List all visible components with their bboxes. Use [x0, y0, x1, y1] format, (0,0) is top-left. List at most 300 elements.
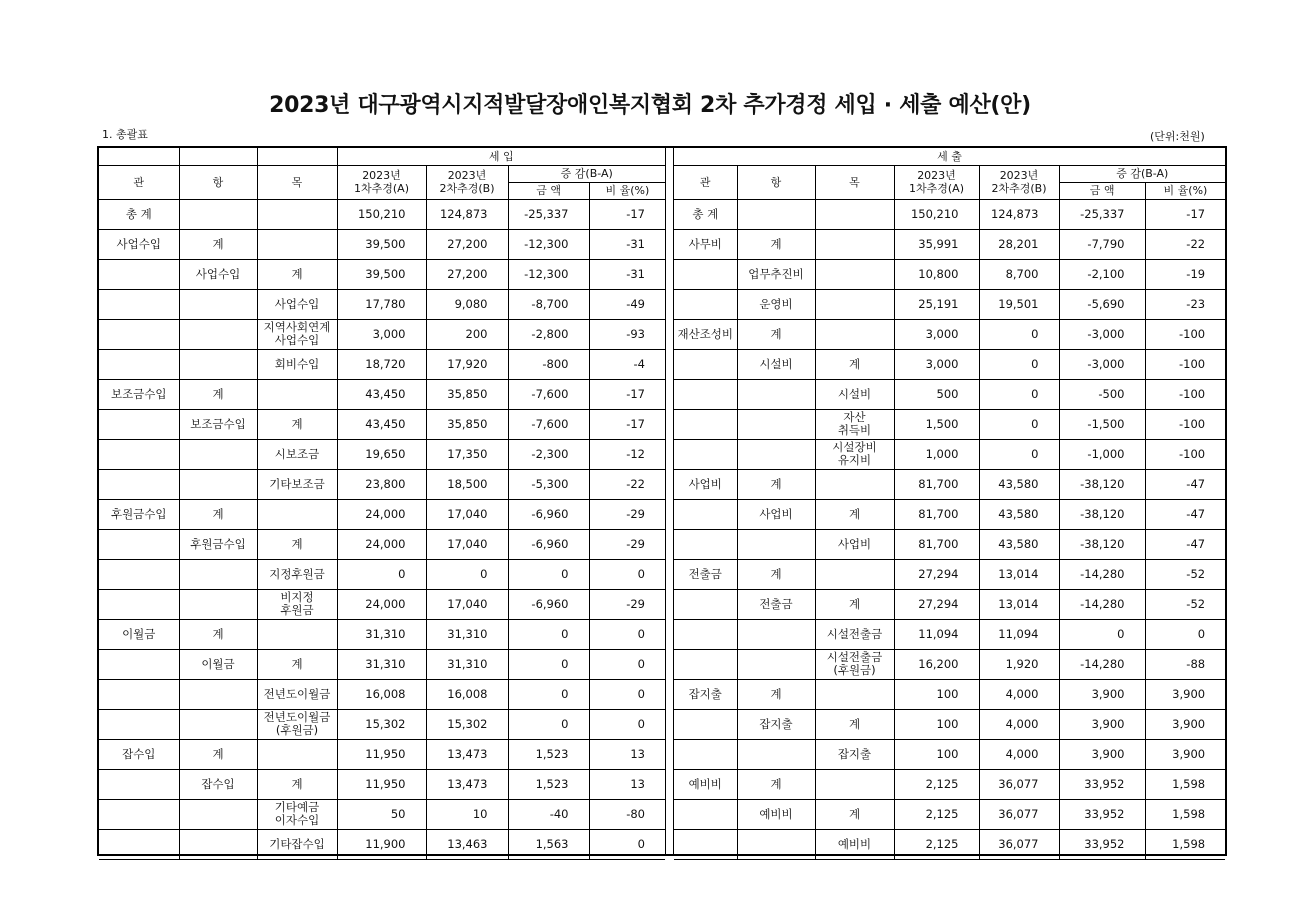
- table-row: [674, 559, 1225, 589]
- row-d: 0: [508, 679, 589, 709]
- row-mok: [257, 199, 337, 229]
- row-gwan: [99, 649, 179, 679]
- row-d: -14,280: [1059, 559, 1145, 589]
- row-gwan: [674, 709, 737, 739]
- row-a: 2,125: [894, 829, 979, 859]
- row-b: 36,077: [979, 799, 1059, 829]
- row-r: 0: [1145, 619, 1225, 649]
- row-r: -31: [589, 259, 665, 289]
- row-r: -29: [589, 529, 665, 559]
- row-b: 4,000: [979, 679, 1059, 709]
- income-col-a-year: 2023년: [362, 169, 401, 182]
- row-d: -14,280: [1059, 649, 1145, 679]
- row-r: -17: [589, 379, 665, 409]
- row-r: -17: [589, 199, 665, 229]
- expense-amount-header: 금 액: [1089, 183, 1115, 197]
- expense-table: [674, 148, 1225, 860]
- row-hang: [737, 649, 815, 679]
- row-mok-line1: 기타예금: [274, 800, 320, 814]
- row-hang: 계: [737, 319, 815, 349]
- row-b: 0: [979, 379, 1059, 409]
- table-row: [674, 679, 1225, 709]
- row-a: 11,950: [337, 739, 426, 769]
- row-hang: 예비비: [737, 799, 815, 829]
- table-row: [674, 229, 1225, 259]
- table-row: [674, 199, 1225, 229]
- row-gwan: 예비비: [674, 769, 737, 799]
- table-row: [99, 319, 665, 349]
- row-gwan: [674, 589, 737, 619]
- row-a: 2,125: [894, 769, 979, 799]
- row-b: 35,850: [426, 409, 508, 439]
- row-a: 2,125: [894, 799, 979, 829]
- row-mok: [815, 289, 894, 319]
- row-gwan: [674, 739, 737, 769]
- row-hang: 계: [179, 379, 257, 409]
- row-mok: [815, 649, 894, 679]
- row-mok: 계: [815, 499, 894, 529]
- row-r: 13: [589, 769, 665, 799]
- row-b: 27,200: [426, 229, 508, 259]
- table-row: [674, 289, 1225, 319]
- row-d: 33,952: [1059, 799, 1145, 829]
- row-hang: 계: [737, 469, 815, 499]
- row-a: 27,294: [894, 589, 979, 619]
- row-gwan: 보조금수입: [99, 379, 179, 409]
- row-hang: 보조금수입: [179, 409, 257, 439]
- row-gwan: [99, 709, 179, 739]
- row-gwan: [99, 439, 179, 469]
- row-gwan: [674, 499, 737, 529]
- row-gwan: 사무비: [674, 229, 737, 259]
- row-a: 15,302: [337, 709, 426, 739]
- row-b: 18,500: [426, 469, 508, 499]
- row-d: -500: [1059, 379, 1145, 409]
- row-r: -29: [589, 589, 665, 619]
- table-row: [674, 379, 1225, 409]
- row-r: -31: [589, 229, 665, 259]
- row-b: 28,201: [979, 229, 1059, 259]
- row-gwan: [674, 439, 737, 469]
- row-r: 3,900: [1145, 739, 1225, 769]
- row-d: -2,800: [508, 319, 589, 349]
- row-mok-line1: 자산: [843, 410, 866, 424]
- row-hang: [737, 409, 815, 439]
- row-mok: [257, 619, 337, 649]
- row-hang: [179, 289, 257, 319]
- table-row: [99, 829, 665, 859]
- table-row: [99, 379, 665, 409]
- row-mok: 계: [257, 529, 337, 559]
- section-label: 1. 총괄표: [102, 128, 148, 141]
- row-r: -22: [1145, 229, 1225, 259]
- income-col-b-header: [426, 165, 508, 199]
- row-mok: 계: [257, 409, 337, 439]
- row-hang: 계: [737, 229, 815, 259]
- income-table-body: [99, 148, 665, 859]
- row-a: 25,191: [894, 289, 979, 319]
- row-r: 0: [589, 649, 665, 679]
- row-hang: [737, 619, 815, 649]
- row-mok-line1: 전년도이월금: [263, 710, 331, 724]
- row-mok-line1: 시설전출금: [826, 650, 883, 664]
- row-d: 0: [508, 619, 589, 649]
- row-a: 3,000: [894, 349, 979, 379]
- row-mok-line2: 후원금: [280, 603, 314, 617]
- row-r: 1,598: [1145, 829, 1225, 859]
- table-row: [99, 439, 665, 469]
- row-a: 17,780: [337, 289, 426, 319]
- row-a: 24,000: [337, 589, 426, 619]
- row-r: -80: [589, 799, 665, 829]
- expense-diff-label: 증 감(B-A): [1060, 166, 1226, 183]
- row-gwan: 잡지출: [674, 679, 737, 709]
- row-d: -7,790: [1059, 229, 1145, 259]
- row-mok-line2: 사업수입: [274, 333, 320, 347]
- income-header-row-1: [99, 148, 665, 165]
- row-a: 1,500: [894, 409, 979, 439]
- row-b: 13,463: [426, 829, 508, 859]
- row-d: -1,500: [1059, 409, 1145, 439]
- row-a: 35,991: [894, 229, 979, 259]
- row-mok: [815, 319, 894, 349]
- row-hang: 업무추진비: [737, 259, 815, 289]
- row-gwan: 사업수입: [99, 229, 179, 259]
- row-mok: [257, 499, 337, 529]
- table-row: [99, 199, 665, 229]
- row-b: 0: [979, 349, 1059, 379]
- row-d: -800: [508, 349, 589, 379]
- table-row: [674, 649, 1225, 679]
- row-d: 3,900: [1059, 679, 1145, 709]
- row-gwan: [99, 469, 179, 499]
- row-mok-line2: 이자수입: [274, 813, 320, 827]
- row-a: 150,210: [337, 199, 426, 229]
- row-hang: [179, 349, 257, 379]
- row-d: 1,523: [508, 739, 589, 769]
- row-hang: 계: [737, 679, 815, 709]
- row-hang: [179, 679, 257, 709]
- income-col-b-year: 2023년: [447, 169, 487, 182]
- row-r: 3,900: [1145, 709, 1225, 739]
- table-row: [99, 649, 665, 679]
- row-a: 11,900: [337, 829, 426, 859]
- income-amount-header: 금 액: [536, 183, 561, 197]
- row-mok: 계: [815, 709, 894, 739]
- row-hang: [179, 469, 257, 499]
- row-gwan: [674, 529, 737, 559]
- row-hang: [179, 319, 257, 349]
- row-gwan: [99, 829, 179, 859]
- row-d: 1,563: [508, 829, 589, 859]
- row-b: 10: [426, 799, 508, 829]
- row-gwan: 전출금: [674, 559, 737, 589]
- row-d: -5,300: [508, 469, 589, 499]
- row-a: 3,000: [894, 319, 979, 349]
- row-r: 0: [589, 709, 665, 739]
- row-b: 8,700: [979, 259, 1059, 289]
- row-b: 9,080: [426, 289, 508, 319]
- row-b: 4,000: [979, 709, 1059, 739]
- row-gwan: [99, 559, 179, 589]
- income-diff-header: [508, 165, 665, 199]
- expense-mok-header: 목: [815, 165, 894, 199]
- row-gwan: 잡수입: [99, 739, 179, 769]
- row-gwan: 사업비: [674, 469, 737, 499]
- row-d: -12,300: [508, 259, 589, 289]
- row-b: 15,302: [426, 709, 508, 739]
- expense-hang-header: 항: [737, 165, 815, 199]
- income-half: [99, 148, 665, 854]
- income-rate-header: 비 율(%): [589, 183, 665, 199]
- row-hang: [179, 829, 257, 859]
- row-b: 36,077: [979, 769, 1059, 799]
- expense-table-body: [674, 148, 1225, 859]
- row-d: -38,120: [1059, 499, 1145, 529]
- expense-diff-header: [1059, 165, 1225, 199]
- row-gwan: 이월금: [99, 619, 179, 649]
- row-b: 43,580: [979, 499, 1059, 529]
- row-r: -47: [1145, 529, 1225, 559]
- row-mok: [257, 799, 337, 829]
- row-d: -2,100: [1059, 259, 1145, 289]
- table-row: [99, 499, 665, 529]
- row-mok: [257, 319, 337, 349]
- row-r: -52: [1145, 589, 1225, 619]
- expense-col-a-label: 1차추경(A): [909, 182, 964, 195]
- row-gwan: [674, 799, 737, 829]
- row-gwan: [99, 589, 179, 619]
- table-row: [674, 499, 1225, 529]
- row-a: 1,000: [894, 439, 979, 469]
- table-row: [674, 589, 1225, 619]
- expense-col-b-year: 2023년: [999, 169, 1039, 182]
- row-mok: [815, 769, 894, 799]
- table-row: [674, 709, 1225, 739]
- row-b: 43,580: [979, 469, 1059, 499]
- center-divider: [665, 148, 674, 854]
- row-a: 27,294: [894, 559, 979, 589]
- row-b: 0: [426, 559, 508, 589]
- row-hang: [737, 739, 815, 769]
- row-hang: 계: [737, 769, 815, 799]
- row-d: 33,952: [1059, 769, 1145, 799]
- row-mok: 전년도이월금: [257, 679, 337, 709]
- table-row: [99, 739, 665, 769]
- row-d: -38,120: [1059, 529, 1145, 559]
- row-b: 19,501: [979, 289, 1059, 319]
- row-r: 0: [589, 619, 665, 649]
- row-b: 0: [979, 319, 1059, 349]
- row-mok: [815, 469, 894, 499]
- row-mok: 예비비: [815, 829, 894, 859]
- row-mok: 시보조금: [257, 439, 337, 469]
- row-a: 31,310: [337, 619, 426, 649]
- table-row: [674, 259, 1225, 289]
- row-mok: [815, 679, 894, 709]
- row-mok-line2: 유지비: [837, 453, 872, 467]
- income-gwan-header: 관: [99, 165, 179, 199]
- row-hang: [179, 799, 257, 829]
- table-row: [99, 259, 665, 289]
- income-diff-label: 증 감(B-A): [509, 166, 666, 183]
- row-d: -3,000: [1059, 349, 1145, 379]
- row-hang: [179, 589, 257, 619]
- row-a: 500: [894, 379, 979, 409]
- row-gwan: [99, 289, 179, 319]
- row-d: -6,960: [508, 499, 589, 529]
- row-b: 13,473: [426, 769, 508, 799]
- row-b: 27,200: [426, 259, 508, 289]
- unit-label: (단위:천원): [1150, 130, 1205, 143]
- row-b: 16,008: [426, 679, 508, 709]
- row-mok: 계: [257, 769, 337, 799]
- expense-gwan-header: 관: [674, 165, 737, 199]
- row-mok: 지정후원금: [257, 559, 337, 589]
- row-b: 36,077: [979, 829, 1059, 859]
- row-gwan: 후원금수입: [99, 499, 179, 529]
- row-r: -12: [589, 439, 665, 469]
- table-row: [99, 229, 665, 259]
- row-r: -17: [589, 409, 665, 439]
- row-b: 13,014: [979, 589, 1059, 619]
- row-mok-line2: 취득비: [837, 423, 872, 437]
- income-col-a-header: [337, 165, 426, 199]
- row-a: 81,700: [894, 529, 979, 559]
- table-row: [674, 529, 1225, 559]
- row-mok: 회비수입: [257, 349, 337, 379]
- row-d: 0: [1059, 619, 1145, 649]
- row-gwan: [674, 259, 737, 289]
- row-d: -1,000: [1059, 439, 1145, 469]
- row-mok: [257, 229, 337, 259]
- row-b: 17,040: [426, 529, 508, 559]
- table-row: [99, 679, 665, 709]
- row-gwan: [99, 679, 179, 709]
- row-hang: 운영비: [737, 289, 815, 319]
- row-d: -6,960: [508, 529, 589, 559]
- row-a: 81,700: [894, 469, 979, 499]
- row-gwan: [674, 349, 737, 379]
- row-r: -17: [1145, 199, 1225, 229]
- table-row: [674, 769, 1225, 799]
- row-gwan: [99, 259, 179, 289]
- row-d: -7,600: [508, 409, 589, 439]
- row-gwan: [99, 529, 179, 559]
- row-r: -100: [1145, 439, 1225, 469]
- row-a: 18,720: [337, 349, 426, 379]
- row-mok: [257, 709, 337, 739]
- row-a: 100: [894, 709, 979, 739]
- row-hang: [737, 379, 815, 409]
- table-row: [99, 709, 665, 739]
- row-gwan: [674, 649, 737, 679]
- row-d: 0: [508, 649, 589, 679]
- row-hang: 계: [737, 559, 815, 589]
- row-a: 100: [894, 739, 979, 769]
- row-mok: [815, 259, 894, 289]
- expense-col-b-header: [979, 165, 1059, 199]
- row-mok: [815, 199, 894, 229]
- row-a: 19,650: [337, 439, 426, 469]
- row-gwan: 총 계: [674, 199, 737, 229]
- row-a: 11,094: [894, 619, 979, 649]
- row-hang: 후원금수입: [179, 529, 257, 559]
- row-mok: 기타보조금: [257, 469, 337, 499]
- row-hang: [179, 439, 257, 469]
- row-a: 43,450: [337, 409, 426, 439]
- table-row: [674, 349, 1225, 379]
- row-a: 16,200: [894, 649, 979, 679]
- row-r: 1,598: [1145, 799, 1225, 829]
- row-d: -7,600: [508, 379, 589, 409]
- row-mok: 계: [815, 799, 894, 829]
- row-gwan: [99, 349, 179, 379]
- table-row: [99, 619, 665, 649]
- row-hang: [737, 829, 815, 859]
- row-hang: [737, 529, 815, 559]
- row-d: 0: [508, 709, 589, 739]
- row-d: -12,300: [508, 229, 589, 259]
- row-b: 43,580: [979, 529, 1059, 559]
- row-r: 0: [589, 829, 665, 859]
- row-mok: 계: [815, 589, 894, 619]
- table-row: [674, 739, 1225, 769]
- row-d: -25,337: [508, 199, 589, 229]
- table-row: [674, 829, 1225, 859]
- table-row: [99, 799, 665, 829]
- row-b: 13,014: [979, 559, 1059, 589]
- table-row: [674, 439, 1225, 469]
- row-a: 10,800: [894, 259, 979, 289]
- table-row: [99, 529, 665, 559]
- row-gwan: 재산조성비: [674, 319, 737, 349]
- row-mok: 사업비: [815, 529, 894, 559]
- row-mok: 기타잡수입: [257, 829, 337, 859]
- row-hang: 계: [179, 619, 257, 649]
- table-row: [99, 349, 665, 379]
- row-r: -100: [1145, 319, 1225, 349]
- row-hang: 잡지출: [737, 709, 815, 739]
- table-row: [674, 409, 1225, 439]
- row-hang: 전출금: [737, 589, 815, 619]
- expense-rate-header: 비 율(%): [1145, 183, 1225, 199]
- row-d: -25,337: [1059, 199, 1145, 229]
- row-gwan: [674, 409, 737, 439]
- row-mok-line1: 시설장비: [832, 440, 877, 454]
- row-mok: 계: [257, 259, 337, 289]
- table-row: [674, 619, 1225, 649]
- row-a: 24,000: [337, 499, 426, 529]
- row-r: -47: [1145, 469, 1225, 499]
- row-r: 0: [589, 559, 665, 589]
- table-row: [99, 559, 665, 589]
- row-hang: [737, 439, 815, 469]
- row-r: 0: [589, 679, 665, 709]
- row-b: 1,920: [979, 649, 1059, 679]
- row-r: 13: [589, 739, 665, 769]
- row-a: 39,500: [337, 229, 426, 259]
- table-row: [99, 589, 665, 619]
- row-a: 43,450: [337, 379, 426, 409]
- row-d: -38,120: [1059, 469, 1145, 499]
- row-mok: [815, 439, 894, 469]
- row-mok: [815, 229, 894, 259]
- row-mok: 잡지출: [815, 739, 894, 769]
- expense-half: [674, 148, 1225, 854]
- row-hang: [179, 709, 257, 739]
- row-gwan: [99, 799, 179, 829]
